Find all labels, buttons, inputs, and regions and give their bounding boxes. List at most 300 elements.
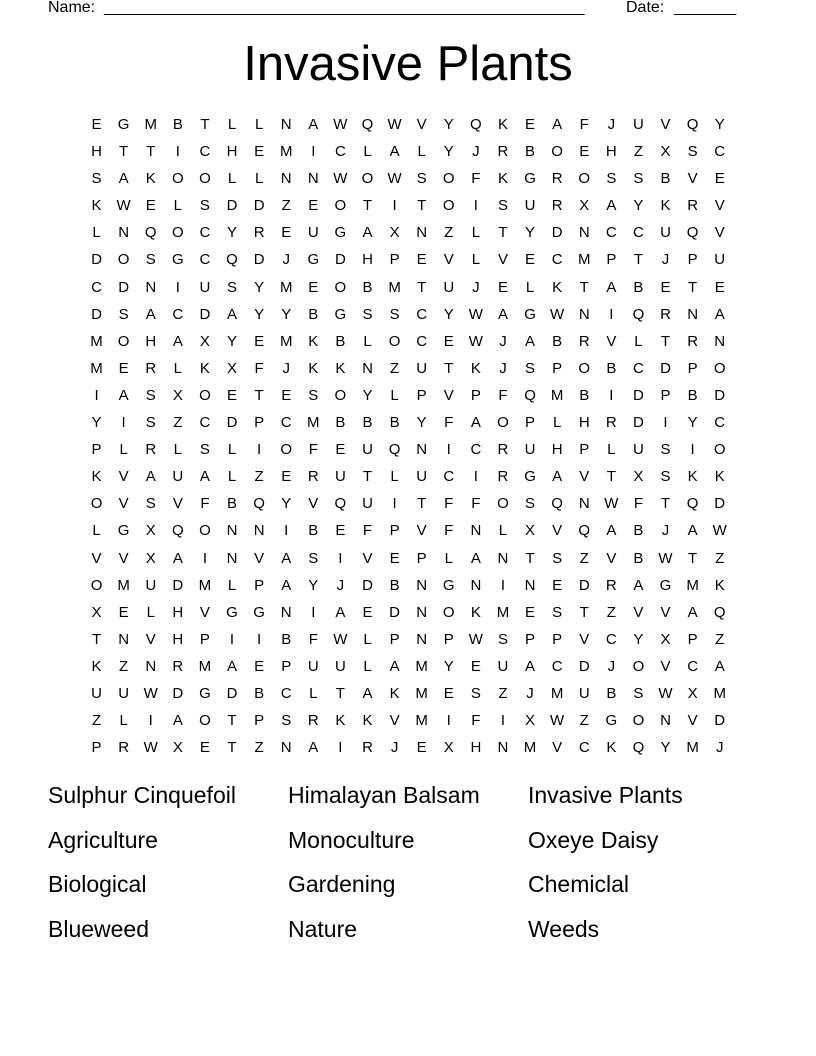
grid-letter[interactable]: B: [687, 386, 698, 404]
grid-letter[interactable]: I: [175, 143, 180, 161]
grid-letter[interactable]: B: [606, 359, 617, 377]
grid-letter[interactable]: Y: [443, 116, 454, 133]
grid-letter[interactable]: A: [172, 712, 183, 730]
grid-letter[interactable]: Y: [91, 414, 102, 432]
grid-letter[interactable]: L: [254, 170, 264, 188]
grid-letter[interactable]: A: [308, 739, 319, 757]
grid-letter[interactable]: U: [362, 441, 373, 459]
grid-letter[interactable]: Q: [334, 495, 347, 513]
grid-letter[interactable]: N: [497, 549, 509, 567]
grid-letter[interactable]: M: [415, 684, 428, 702]
grid-letter[interactable]: D: [226, 197, 238, 215]
grid-letter[interactable]: Q: [686, 224, 699, 242]
grid-letter[interactable]: B: [579, 386, 590, 404]
grid-letter[interactable]: C: [443, 468, 455, 486]
grid-letter[interactable]: X: [227, 359, 238, 377]
grid-letter[interactable]: E: [525, 116, 536, 133]
grid-letter[interactable]: D: [660, 359, 671, 377]
grid-letter[interactable]: R: [172, 657, 184, 675]
grid-letter[interactable]: O: [442, 197, 455, 215]
grid-letter[interactable]: N: [578, 495, 590, 513]
grid-letter[interactable]: H: [172, 603, 184, 621]
grid-letter[interactable]: D: [551, 224, 563, 242]
grid-letter[interactable]: B: [335, 414, 346, 432]
grid-letter[interactable]: U: [362, 495, 373, 513]
grid-letter[interactable]: S: [145, 414, 156, 432]
grid-letter[interactable]: O: [334, 386, 347, 404]
grid-letter[interactable]: K: [335, 712, 346, 730]
grid-letter[interactable]: F: [471, 712, 481, 730]
grid-letter[interactable]: T: [633, 251, 643, 269]
grid-letter[interactable]: U: [307, 224, 319, 242]
grid-letter[interactable]: R: [687, 332, 699, 350]
grid-letter[interactable]: A: [525, 657, 536, 675]
grid-letter[interactable]: P: [389, 251, 400, 269]
grid-letter[interactable]: S: [497, 197, 508, 215]
grid-letter[interactable]: U: [660, 224, 671, 242]
grid-letter[interactable]: I: [609, 305, 614, 323]
grid-letter[interactable]: T: [579, 278, 589, 296]
grid-letter[interactable]: U: [416, 468, 428, 486]
grid-letter[interactable]: M: [686, 576, 699, 594]
grid-letter[interactable]: Y: [443, 305, 454, 323]
grid-letter[interactable]: N: [524, 576, 536, 594]
grid-letter[interactable]: L: [227, 576, 237, 594]
grid-letter[interactable]: W: [387, 116, 402, 133]
grid-letter[interactable]: I: [311, 603, 316, 621]
grid-letter[interactable]: X: [145, 522, 156, 540]
grid-letter[interactable]: V: [254, 549, 265, 567]
grid-letter[interactable]: O: [442, 170, 455, 188]
grid-letter[interactable]: R: [605, 576, 617, 594]
grid-letter[interactable]: A: [552, 468, 563, 486]
grid-letter[interactable]: S: [199, 441, 210, 459]
grid-letter[interactable]: B: [308, 522, 319, 540]
grid-letter[interactable]: D: [253, 251, 265, 269]
grid-letter[interactable]: A: [145, 468, 156, 486]
grid-letter[interactable]: F: [633, 495, 643, 513]
grid-letter[interactable]: M: [550, 684, 564, 702]
grid-letter[interactable]: K: [199, 359, 210, 377]
grid-letter[interactable]: U: [524, 197, 536, 215]
grid-letter[interactable]: Y: [525, 224, 536, 242]
grid-letter[interactable]: X: [687, 684, 698, 702]
grid-letter[interactable]: C: [633, 359, 644, 377]
grid-letter[interactable]: R: [118, 739, 130, 757]
grid-letter[interactable]: U: [443, 278, 455, 296]
grid-letter[interactable]: T: [660, 495, 671, 513]
grid-letter[interactable]: Q: [171, 522, 184, 540]
grid-letter[interactable]: E: [389, 549, 400, 567]
grid-letter[interactable]: N: [578, 305, 590, 323]
grid-letter[interactable]: P: [389, 522, 400, 540]
grid-letter[interactable]: L: [119, 712, 128, 730]
grid-letter[interactable]: N: [687, 305, 699, 323]
grid-letter[interactable]: J: [607, 657, 616, 675]
grid-letter[interactable]: G: [226, 603, 238, 621]
grid-letter[interactable]: T: [227, 712, 237, 730]
grid-letter[interactable]: O: [117, 332, 130, 350]
grid-letter[interactable]: H: [578, 414, 590, 432]
grid-letter[interactable]: Z: [633, 143, 643, 161]
grid-letter[interactable]: W: [468, 332, 483, 350]
grid-letter[interactable]: E: [254, 332, 265, 350]
grid-letter[interactable]: Q: [144, 224, 157, 242]
grid-letter[interactable]: L: [471, 251, 481, 269]
grid-letter[interactable]: B: [362, 414, 373, 432]
grid-letter[interactable]: T: [688, 549, 698, 567]
grid-letter[interactable]: U: [334, 468, 346, 486]
grid-letter[interactable]: E: [308, 278, 319, 296]
grid-letter[interactable]: L: [498, 522, 508, 540]
grid-letter[interactable]: C: [416, 305, 428, 323]
grid-letter[interactable]: V: [416, 522, 427, 540]
grid-letter[interactable]: Z: [173, 414, 183, 432]
grid-letter[interactable]: V: [606, 332, 617, 350]
grid-letter[interactable]: D: [714, 386, 726, 404]
grid-letter[interactable]: Y: [633, 630, 644, 648]
grid-letter[interactable]: N: [280, 603, 292, 621]
grid-letter[interactable]: P: [525, 630, 536, 648]
grid-letter[interactable]: H: [172, 630, 184, 648]
grid-letter[interactable]: S: [118, 305, 129, 323]
grid-letter[interactable]: L: [390, 386, 399, 404]
grid-letter[interactable]: J: [526, 684, 534, 702]
grid-letter[interactable]: E: [362, 603, 373, 621]
grid-letter[interactable]: J: [499, 332, 507, 350]
grid-letter[interactable]: C: [199, 143, 211, 161]
grid-letter[interactable]: I: [257, 630, 262, 648]
grid-letter[interactable]: S: [660, 468, 671, 486]
grid-letter[interactable]: E: [416, 739, 427, 757]
grid-letter[interactable]: U: [307, 657, 319, 675]
grid-letter[interactable]: T: [362, 197, 373, 215]
grid-letter[interactable]: K: [660, 197, 671, 215]
grid-letter[interactable]: K: [335, 359, 346, 377]
grid-letter[interactable]: S: [145, 495, 156, 513]
grid-letter[interactable]: D: [226, 414, 238, 432]
grid-letter[interactable]: V: [660, 657, 671, 675]
grid-letter[interactable]: D: [578, 576, 590, 594]
grid-letter[interactable]: R: [605, 414, 617, 432]
grid-letter[interactable]: V: [606, 549, 617, 567]
grid-letter[interactable]: T: [335, 684, 345, 702]
grid-letter[interactable]: B: [254, 684, 265, 702]
grid-letter[interactable]: O: [713, 441, 726, 459]
grid-letter[interactable]: A: [606, 278, 617, 296]
grid-letter[interactable]: D: [362, 576, 373, 594]
grid-letter[interactable]: D: [334, 251, 346, 269]
grid-letter[interactable]: F: [444, 522, 454, 540]
grid-letter[interactable]: Q: [686, 495, 699, 513]
grid-letter[interactable]: I: [175, 278, 180, 296]
grid-letter[interactable]: F: [308, 441, 318, 459]
grid-letter[interactable]: D: [226, 684, 238, 702]
grid-letter[interactable]: P: [254, 712, 265, 730]
grid-letter[interactable]: S: [633, 684, 644, 702]
grid-letter[interactable]: L: [552, 414, 562, 432]
grid-letter[interactable]: I: [609, 386, 614, 404]
grid-letter[interactable]: Y: [443, 143, 454, 161]
grid-letter[interactable]: A: [470, 549, 481, 567]
grid-letter[interactable]: C: [199, 224, 211, 242]
grid-letter[interactable]: Y: [281, 305, 292, 323]
grid-letter[interactable]: E: [660, 278, 671, 296]
grid-letter[interactable]: F: [308, 630, 318, 648]
grid-letter[interactable]: U: [91, 684, 102, 702]
grid-letter[interactable]: O: [578, 170, 591, 188]
grid-letter[interactable]: X: [660, 630, 671, 648]
grid-letter[interactable]: A: [633, 576, 644, 594]
grid-letter[interactable]: R: [578, 332, 590, 350]
grid-letter[interactable]: P: [91, 739, 102, 757]
grid-letter[interactable]: A: [606, 197, 617, 215]
grid-letter[interactable]: E: [227, 386, 238, 404]
grid-letter[interactable]: L: [227, 441, 237, 459]
grid-letter[interactable]: X: [443, 739, 454, 757]
grid-letter[interactable]: S: [145, 386, 156, 404]
grid-letter[interactable]: L: [417, 143, 426, 161]
grid-letter[interactable]: Y: [227, 224, 238, 242]
grid-letter[interactable]: B: [660, 170, 671, 188]
grid-letter[interactable]: R: [687, 197, 699, 215]
grid-letter[interactable]: Y: [443, 657, 454, 675]
grid-letter[interactable]: G: [253, 603, 265, 621]
grid-letter[interactable]: B: [362, 278, 373, 296]
grid-letter[interactable]: A: [199, 468, 210, 486]
grid-letter[interactable]: D: [91, 251, 102, 269]
grid-letter[interactable]: N: [307, 170, 319, 188]
grid-letter[interactable]: J: [499, 359, 507, 377]
grid-letter[interactable]: O: [497, 495, 509, 513]
grid-letter[interactable]: G: [524, 468, 536, 486]
grid-letter[interactable]: J: [607, 116, 616, 133]
grid-letter[interactable]: R: [551, 170, 563, 188]
grid-letter[interactable]: J: [661, 251, 670, 269]
grid-letter[interactable]: J: [336, 576, 345, 594]
grid-letter[interactable]: C: [416, 332, 428, 350]
grid-letter[interactable]: V: [389, 712, 400, 730]
grid-letter[interactable]: B: [633, 278, 644, 296]
grid-letter[interactable]: A: [389, 143, 400, 161]
grid-letter[interactable]: A: [552, 116, 563, 133]
grid-letter[interactable]: O: [497, 414, 509, 432]
grid-letter[interactable]: N: [416, 576, 428, 594]
grid-letter[interactable]: Q: [226, 251, 238, 269]
grid-letter[interactable]: W: [468, 305, 483, 323]
grid-letter[interactable]: P: [687, 630, 698, 648]
grid-letter[interactable]: L: [119, 441, 128, 459]
grid-letter[interactable]: O: [171, 224, 184, 242]
grid-letter[interactable]: O: [199, 712, 211, 730]
grid-letter[interactable]: A: [227, 305, 238, 323]
grid-letter[interactable]: R: [253, 224, 265, 242]
grid-letter[interactable]: O: [334, 278, 347, 296]
grid-letter[interactable]: M: [686, 739, 699, 757]
grid-letter[interactable]: T: [227, 739, 237, 757]
name-field[interactable]: ______________________________________________________: [104, 0, 585, 16]
grid-letter[interactable]: G: [605, 712, 618, 730]
grid-letter[interactable]: W: [550, 305, 565, 323]
grid-letter[interactable]: D: [633, 386, 644, 404]
date-field[interactable]: _______: [674, 0, 737, 16]
grid-letter[interactable]: X: [579, 197, 590, 215]
grid-letter[interactable]: O: [199, 522, 211, 540]
grid-letter[interactable]: S: [606, 170, 617, 188]
grid-letter[interactable]: P: [525, 414, 536, 432]
grid-letter[interactable]: T: [498, 224, 508, 242]
grid-letter[interactable]: B: [281, 630, 292, 648]
grid-letter[interactable]: R: [145, 359, 157, 377]
grid-letter[interactable]: E: [281, 468, 292, 486]
grid-letter[interactable]: Q: [551, 495, 563, 513]
grid-letter[interactable]: F: [362, 522, 373, 540]
grid-letter[interactable]: V: [552, 739, 563, 757]
grid-letter[interactable]: Z: [281, 197, 291, 215]
grid-letter[interactable]: Q: [470, 116, 482, 133]
grid-letter[interactable]: S: [660, 441, 671, 459]
grid-letter[interactable]: C: [605, 224, 617, 242]
grid-letter[interactable]: C: [714, 143, 726, 161]
grid-letter[interactable]: W: [712, 522, 727, 540]
grid-letter[interactable]: E: [281, 224, 292, 242]
grid-letter[interactable]: U: [172, 468, 184, 486]
grid-letter[interactable]: Q: [578, 522, 591, 540]
grid-letter[interactable]: E: [118, 603, 129, 621]
grid-letter[interactable]: V: [118, 495, 129, 513]
grid-letter[interactable]: E: [714, 278, 725, 296]
grid-letter[interactable]: P: [660, 386, 671, 404]
grid-letter[interactable]: N: [578, 224, 590, 242]
grid-letter[interactable]: Z: [254, 739, 264, 757]
grid-letter[interactable]: D: [633, 414, 644, 432]
grid-letter[interactable]: P: [281, 657, 292, 675]
grid-letter[interactable]: V: [118, 468, 129, 486]
grid-letter[interactable]: V: [145, 630, 156, 648]
grid-letter[interactable]: M: [198, 657, 212, 675]
grid-letter[interactable]: G: [334, 224, 347, 242]
grid-letter[interactable]: K: [91, 468, 102, 486]
grid-letter[interactable]: R: [660, 305, 671, 323]
grid-letter[interactable]: V: [714, 224, 725, 242]
grid-letter[interactable]: L: [363, 332, 372, 350]
grid-letter[interactable]: C: [578, 739, 590, 757]
grid-letter[interactable]: A: [389, 657, 400, 675]
grid-letter[interactable]: S: [308, 386, 319, 404]
grid-letter[interactable]: N: [470, 576, 482, 594]
grid-letter[interactable]: A: [362, 684, 373, 702]
grid-letter[interactable]: O: [199, 386, 211, 404]
grid-letter[interactable]: A: [118, 170, 129, 188]
grid-letter[interactable]: H: [551, 441, 563, 459]
grid-letter[interactable]: J: [661, 522, 670, 540]
grid-letter[interactable]: G: [442, 576, 455, 594]
grid-letter[interactable]: E: [443, 332, 454, 350]
grid-letter[interactable]: M: [388, 278, 401, 296]
grid-letter[interactable]: M: [713, 684, 726, 702]
grid-letter[interactable]: E: [497, 278, 508, 296]
grid-letter[interactable]: A: [687, 603, 698, 621]
grid-letter[interactable]: B: [525, 143, 536, 161]
grid-letter[interactable]: I: [392, 495, 397, 513]
grid-letter[interactable]: V: [687, 712, 698, 730]
grid-letter[interactable]: Q: [632, 305, 645, 323]
grid-letter[interactable]: S: [308, 549, 319, 567]
grid-letter[interactable]: O: [361, 170, 374, 188]
grid-letter[interactable]: V: [172, 495, 183, 513]
grid-letter[interactable]: T: [417, 278, 427, 296]
grid-letter[interactable]: X: [91, 603, 102, 621]
grid-letter[interactable]: W: [143, 684, 158, 702]
grid-letter[interactable]: Q: [686, 116, 699, 133]
grid-letter[interactable]: G: [307, 251, 320, 269]
grid-letter[interactable]: O: [90, 576, 103, 594]
grid-letter[interactable]: N: [497, 739, 509, 757]
grid-letter[interactable]: N: [280, 739, 292, 757]
grid-letter[interactable]: H: [362, 251, 373, 269]
grid-letter[interactable]: C: [172, 305, 184, 323]
grid-letter[interactable]: T: [579, 603, 589, 621]
grid-letter[interactable]: O: [442, 603, 455, 621]
grid-letter[interactable]: K: [470, 603, 481, 621]
grid-letter[interactable]: V: [416, 116, 427, 133]
grid-letter[interactable]: V: [91, 549, 102, 567]
grid-letter[interactable]: W: [604, 495, 619, 513]
grid-letter[interactable]: D: [172, 684, 184, 702]
grid-letter[interactable]: A: [606, 522, 617, 540]
grid-letter[interactable]: Y: [227, 332, 238, 350]
grid-letter[interactable]: E: [145, 197, 156, 215]
grid-letter[interactable]: L: [363, 143, 372, 161]
grid-letter[interactable]: I: [202, 549, 207, 567]
grid-letter[interactable]: A: [308, 116, 319, 133]
grid-letter[interactable]: A: [145, 305, 156, 323]
grid-letter[interactable]: P: [687, 359, 698, 377]
grid-letter[interactable]: Z: [91, 712, 102, 730]
grid-letter[interactable]: D: [199, 305, 211, 323]
grid-letter[interactable]: Y: [660, 739, 671, 757]
grid-letter[interactable]: O: [171, 170, 184, 188]
grid-letter[interactable]: I: [473, 197, 478, 215]
grid-letter[interactable]: B: [227, 495, 238, 513]
grid-letter[interactable]: T: [525, 549, 535, 567]
grid-letter[interactable]: Y: [254, 278, 265, 296]
grid-letter[interactable]: M: [279, 143, 293, 161]
grid-letter[interactable]: N: [470, 522, 482, 540]
grid-letter[interactable]: S: [91, 170, 102, 188]
grid-letter[interactable]: D: [714, 495, 726, 513]
grid-letter[interactable]: Z: [254, 468, 264, 486]
grid-letter[interactable]: P: [443, 630, 454, 648]
grid-letter[interactable]: R: [497, 143, 509, 161]
grid-letter[interactable]: X: [172, 739, 183, 757]
grid-letter[interactable]: V: [633, 603, 644, 621]
grid-letter[interactable]: U: [633, 116, 644, 133]
grid-letter[interactable]: V: [660, 116, 671, 133]
grid-letter[interactable]: I: [500, 712, 506, 730]
grid-letter[interactable]: F: [200, 495, 210, 513]
grid-letter[interactable]: Q: [388, 441, 401, 459]
grid-letter[interactable]: I: [94, 386, 99, 404]
grid-letter[interactable]: Y: [416, 414, 427, 432]
grid-letter[interactable]: O: [578, 359, 591, 377]
grid-letter[interactable]: P: [91, 441, 102, 459]
grid-letter[interactable]: Y: [362, 386, 373, 404]
grid-letter[interactable]: S: [525, 359, 536, 377]
grid-letter[interactable]: M: [577, 251, 591, 269]
grid-letter[interactable]: S: [362, 305, 373, 323]
grid-letter[interactable]: P: [254, 414, 265, 432]
